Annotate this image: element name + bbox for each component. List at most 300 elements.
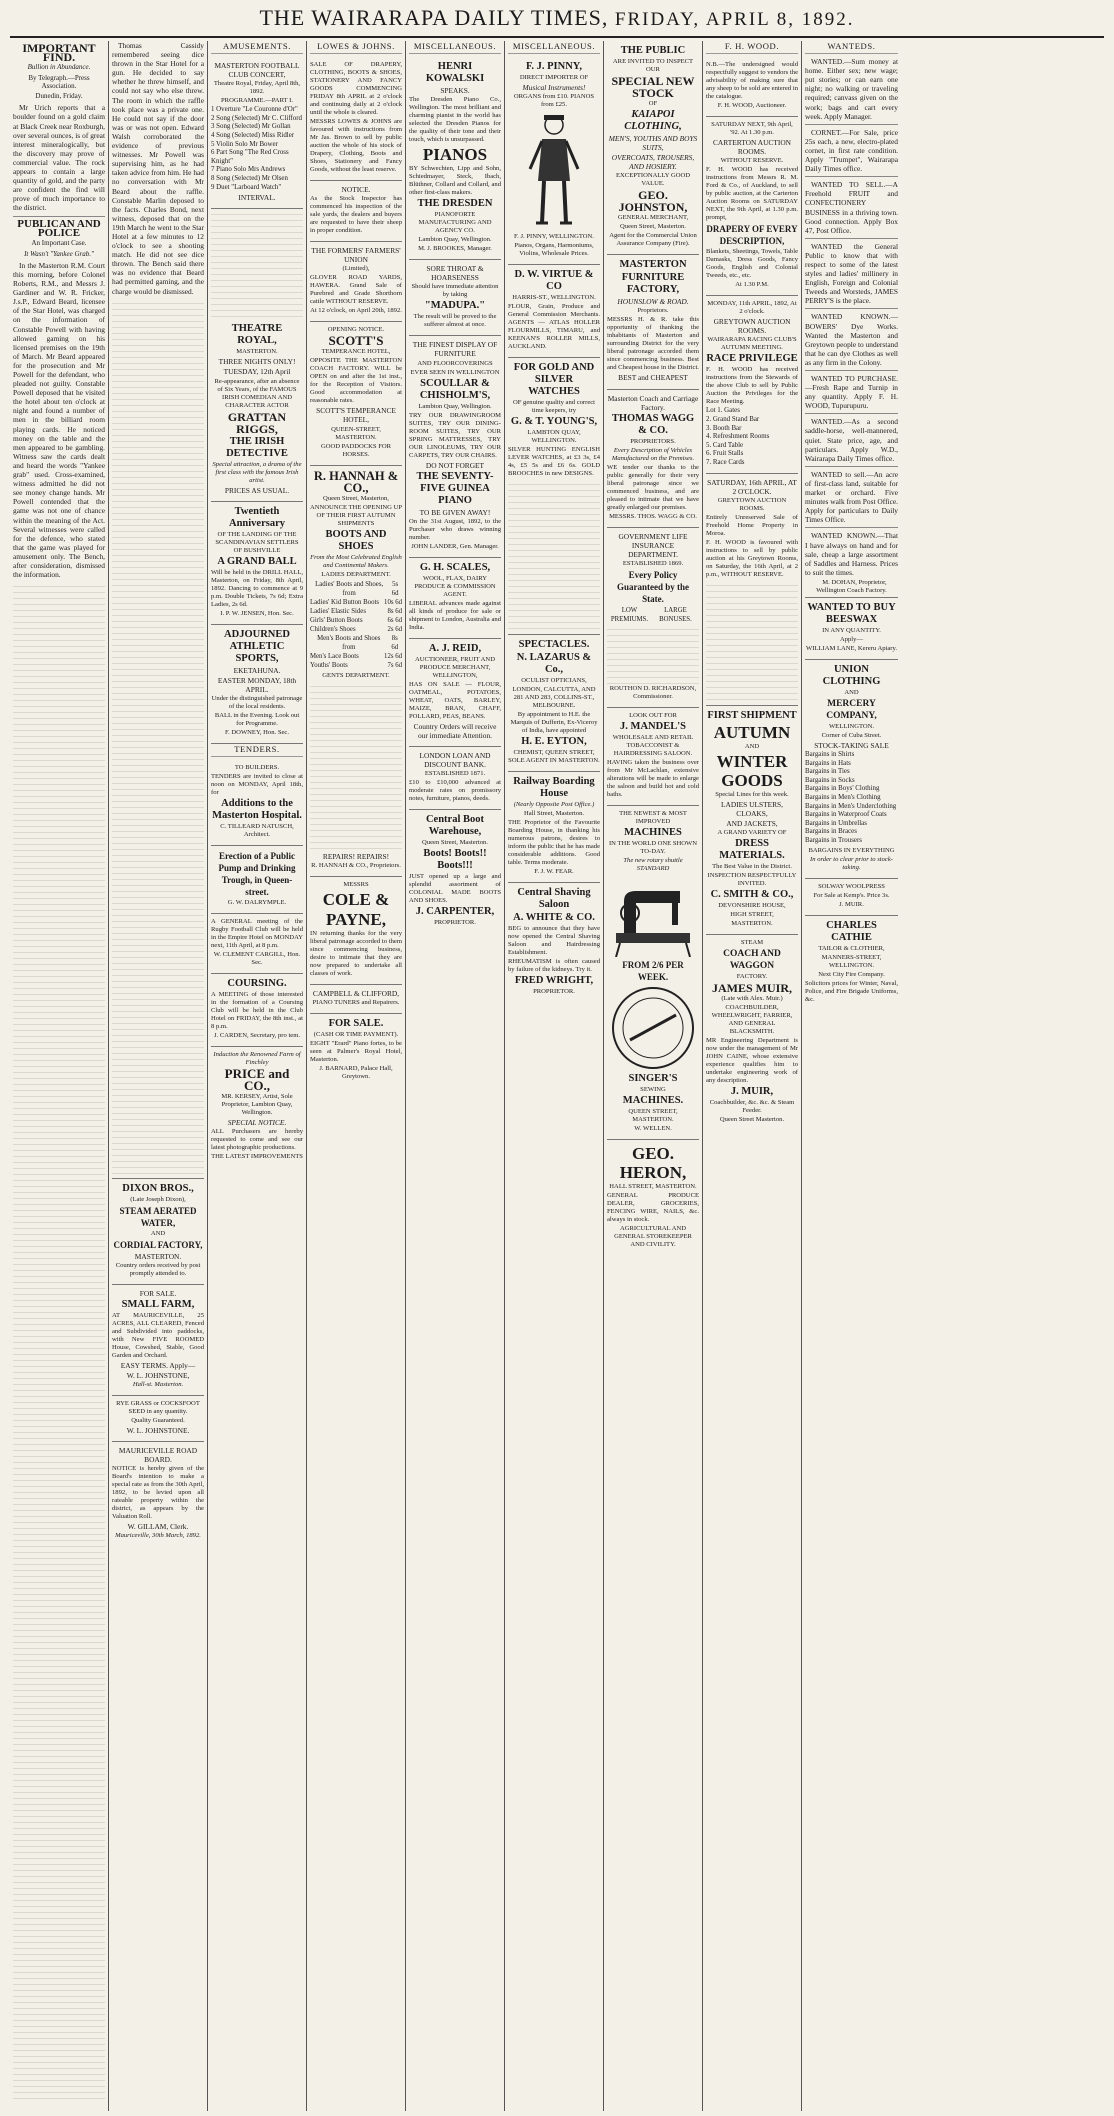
ad-body: ORGANS from £10. PIANOS from £25. bbox=[513, 93, 595, 109]
ad-subtitle: OCULIST OPTICIANS, bbox=[521, 677, 587, 685]
ad-farmers-union bbox=[310, 242, 402, 322]
bargain-item: Bargains in Waterproof Coats bbox=[805, 811, 887, 819]
ad-line: A GRAND VARIETY OF bbox=[717, 829, 787, 837]
ad-line: AND bbox=[744, 742, 760, 750]
ad-railway-boarding bbox=[508, 772, 600, 883]
ad-place: Lambton Quay, Wellington. bbox=[418, 236, 492, 244]
ad-title: MASTERTON bbox=[619, 259, 687, 271]
ad-subtitle: PIANOFORTE MANUFACTURING AND AGENCY CO. bbox=[418, 211, 492, 235]
ad-title: BOOTS AND SHOES bbox=[325, 528, 387, 552]
price-value: 8s 6d bbox=[387, 607, 402, 615]
ad-body: COACHBUILDER, WHEELWRIGHT, FARRIER, AND GENERAL BLACKSMITH. bbox=[711, 1004, 793, 1036]
ad-title: R. HANNAH & CO., bbox=[313, 468, 399, 495]
ad-coach-factory bbox=[607, 390, 699, 528]
ad-place: DEVONSHIRE HOUSE, bbox=[718, 902, 786, 910]
ad-body: FLOUR, Grain, Produce and General Commission Merchants. AGENTS — ATLAS HOLLER FLOURMILLS, TIMARU, and KEENAN'S ROLLER MILLS, AUCKLAND. bbox=[508, 303, 600, 351]
ad-body: IN returning thanks for the very liberal patronage accorded to them since commencing business, desire to intimate that they are now prepared to undertake all classes of work. bbox=[310, 929, 402, 977]
news-place: Dunedin, Friday. bbox=[35, 92, 83, 101]
price-row bbox=[310, 652, 402, 661]
wanted-item: WANTED TO PURCHASE.—Fresh Rape and Turnip in any quantity. Apply F. H. WOOD, Tupurupuru. bbox=[805, 374, 898, 411]
ad-sign: J. CARDEN, Secretary, pro tem. bbox=[213, 1031, 300, 1039]
ad-date: SATURDAY NEXT, 9th April, '92. At 1.30 p.m. bbox=[711, 121, 793, 137]
ad-title: A. WHITE & CO. bbox=[513, 912, 595, 924]
ad-title: Masterton Coach and Carriage Factory. bbox=[607, 393, 699, 412]
wanted-list bbox=[805, 57, 898, 595]
ad-price-co bbox=[211, 1047, 303, 1167]
ad-title: CAMPBELL & CLIFFORD, bbox=[312, 988, 400, 998]
ad-subtitle: PROPRIETORS. bbox=[630, 437, 676, 445]
ad-place: MASTERTON. bbox=[731, 920, 773, 928]
ad-title: FOR GOLD AND SILVER WATCHES bbox=[513, 362, 595, 398]
ad-head: FOR SALE. bbox=[139, 1288, 177, 1298]
ad-line: AND JACKETS, bbox=[726, 819, 778, 828]
ad-line: FROM 2/6 PER WEEK. bbox=[622, 960, 684, 983]
ad-line: LADIES ULSTERS, CLOAKS, bbox=[720, 799, 783, 818]
ad-body: ALL Purchasers are hereby requested to come and see our latest photographic productions. bbox=[211, 1128, 303, 1152]
ad-title: CARTERTON AUCTION ROOMS. bbox=[712, 138, 791, 157]
ad-title: Railway Boarding House bbox=[513, 776, 595, 800]
lot-item: 2. Grand Stand Bar bbox=[706, 416, 760, 424]
ad-piano-sale bbox=[310, 1014, 402, 1087]
bargain-item: Bargains in Ties bbox=[805, 768, 850, 776]
ad-place: Queen Street Masterton. bbox=[719, 1116, 785, 1124]
ad-head: MESSRS bbox=[343, 880, 369, 888]
ad-body: BEG to announce that they have now opened the Central Shaving Saloon and Hairdressing Establishment. bbox=[508, 925, 600, 957]
ad-carterton-sale bbox=[706, 117, 798, 296]
ad-football bbox=[211, 914, 303, 974]
news-body: Mr Urich reports that a boulder found on a gold claim at Black Creek near Roxburgh, over several ounces, is of great interest mineralogically, but the discovery may prove of commercial value. The rock appears to contain a large quantity of gold, and the party are confident the find will prove of much importance to the district. bbox=[13, 103, 105, 213]
programme-list bbox=[211, 106, 303, 192]
ad-line: Country Orders will receive our immediate Attention. bbox=[413, 721, 497, 740]
price-row bbox=[310, 634, 402, 652]
ad-title: THEATRE ROYAL, bbox=[231, 323, 283, 347]
lot-item: 3. Booth Bar bbox=[706, 424, 742, 432]
ad-title: Central Boot Warehouse, bbox=[425, 814, 485, 838]
ad-title: A. J. REID, bbox=[428, 642, 482, 654]
ad-line: BALL in the Evening. Look out for Programme. bbox=[214, 711, 300, 727]
ad-head: NOTICE. bbox=[341, 185, 371, 195]
ad-line: DO NOT FORGET bbox=[425, 460, 485, 470]
ad-note: Next City Fire Company. bbox=[818, 970, 885, 978]
masthead-title: THE WAIRARAPA DAILY TIMES, bbox=[259, 5, 609, 30]
ad-subtitle: WAIRARAPA RACING CLUB'S AUTUMN MEETING. bbox=[707, 336, 797, 352]
ad-place: QUEEN STREET, MASTERTON. bbox=[628, 1108, 678, 1124]
price-value: 5s 6d bbox=[391, 580, 399, 597]
ad-heron bbox=[607, 1140, 699, 1255]
ad-note: The Best Value in the District. bbox=[712, 863, 792, 871]
ad-subtitle: (Late Joseph Dixon), bbox=[130, 1195, 186, 1203]
ad-sign: I. P. W. JENSEN, Hon. Sec. bbox=[220, 609, 294, 617]
ad-subtitle: DIRECT IMPORTER OF bbox=[519, 74, 589, 82]
ad-place: HIGH STREET, bbox=[730, 911, 774, 919]
ad-place: Queen Street, Masterton. bbox=[422, 839, 488, 847]
ad-title: PIANOS bbox=[422, 145, 488, 165]
wanted-sign: M. DOHAN, Proprietor, Wellington Coach Factory. bbox=[816, 578, 887, 594]
ad-furniture-factory bbox=[607, 255, 699, 389]
ad-madupa bbox=[409, 260, 501, 336]
ad-title: COURSING. bbox=[227, 977, 287, 989]
ad-body: Will be held in the DRILL HALL, Masterton, on Friday, 8th April, 1892. Dancing to commence at 9 p.m. Double Tickets, 7s 6d; Extra Ladies, 2s 6d. bbox=[211, 568, 303, 608]
lot-item: Lot 1. Gates bbox=[706, 407, 740, 415]
ad-body: £10 to £10,000 advanced at moderate rates on promissory notes, furniture, pianos, deeds. bbox=[409, 779, 501, 803]
ad-sign: WILLIAM LANE, Kereru Apiary. bbox=[806, 644, 897, 652]
ad-london-bank bbox=[409, 747, 501, 810]
ad-place: Lambton Quay, Wellington. bbox=[418, 402, 492, 410]
ad-mandel bbox=[607, 708, 699, 806]
ad-body: EIGHT "Erard" Piano fortes, to be seen at Palmer's Royal Hotel, Masterton. bbox=[310, 1039, 402, 1063]
ad-hannah bbox=[310, 466, 402, 877]
ad-line: SPECIAL NOTICE. bbox=[227, 1117, 287, 1127]
ad-line: EASY TERMS. Apply— bbox=[120, 1360, 196, 1370]
ad-beeswax bbox=[805, 597, 898, 660]
ad-title: RYE GRASS or COCKSFOOT SEED in any quantity. bbox=[116, 1400, 200, 1415]
price-item: Ladies' Kid Button Boots bbox=[310, 598, 380, 606]
masthead bbox=[10, 4, 1104, 38]
ad-body: Re-appearance, after an absence of Six Years, of the FAMOUS IRISH COMEDIAN AND CHARACTER ACTOR bbox=[214, 377, 300, 409]
ad-sign: R. HANNAH & CO., Proprietors. bbox=[311, 861, 401, 869]
price-row bbox=[310, 616, 402, 625]
wanted-item: WANTED.—Sum money at home. Either sex; new wage; put stories; or can earn one night; no walking or traveling required; canvass given on the work; bags and cart every week. Apply Manager. bbox=[805, 57, 898, 121]
ad-place: LAMBTON QUAY, WELLINGTON. bbox=[527, 429, 581, 445]
ad-subtitle: PIANO TUNERS and Repairers. bbox=[312, 998, 400, 1006]
ad-body: HAS ON SALE — FLOUR, OATMEAL, POTATOES, WHEAT, OATS, BARLEY, MAIZE, BRAN, CHAFF, POLLARD, PEAS, BEANS. bbox=[409, 680, 501, 720]
ad-place: Coachbuilder, &c. &c. & Steam Feeder. bbox=[709, 1099, 795, 1115]
ad-body: GLOVER ROAD YARDS, HAWERA. Grand Sale of Purebred and Grade Shorthorn cattle WITHOUT RESERVE. bbox=[310, 274, 402, 306]
price-item: Ladies' Boots and Shoes, from bbox=[315, 580, 384, 597]
ad-government-insurance bbox=[607, 528, 699, 708]
ad-note: Agent for the Commercial Union Assurance Company (Fire). bbox=[609, 232, 697, 248]
column-8 bbox=[703, 41, 802, 2111]
price-value: 7s 6d bbox=[387, 662, 402, 670]
ad-title: FIRST SHIPMENT bbox=[707, 709, 797, 721]
ad-title: H. E. EYTON, bbox=[521, 736, 587, 748]
ad-subtitle: MR. KERSEY, Artist, Sole Proprietor, Lambton Quay, Wellington. bbox=[221, 1092, 293, 1116]
ad-line: THE LATEST IMPROVEMENTS bbox=[211, 1153, 303, 1161]
bargain-item: Bargains in Shirts bbox=[805, 750, 855, 758]
price-row bbox=[310, 607, 402, 616]
ad-body: Pianos, Organs, Harmoniums, Violins, Wholesale Prices. bbox=[514, 242, 594, 258]
ad-pump bbox=[211, 846, 303, 914]
wanted-item: WANTED.—As a second saddle-horse, well-mannered, quiet. State price, age, and particulars. Apply W.D., Wairarapa Daily Times office. bbox=[805, 417, 898, 463]
section-header: LOWES & JOHNS. bbox=[310, 42, 402, 54]
section-header: MISCELLANEOUS. bbox=[409, 42, 501, 54]
ad-body: AT MAURICEVILLE, 25 ACRES, ALL CLEARED, Fenced and Subdivided into paddocks, with New FIVE ROOMED House, Cowshed, Stable, Good Garden and Orchard. bbox=[112, 1311, 204, 1359]
price-item: Ladies' Elastic Sides bbox=[310, 607, 366, 615]
ad-line: LARGE BONUSES. bbox=[659, 607, 692, 624]
programme-item: 8 Song (Selected) Mr Olsen bbox=[211, 175, 288, 183]
ad-line: Apply— bbox=[839, 635, 864, 643]
price-item: Children's Shoes bbox=[310, 626, 356, 634]
ad-line: PRICES AS USUAL. bbox=[224, 485, 290, 495]
ad-subtitle: AND FLOORCOVERINGS bbox=[417, 359, 493, 367]
ad-sign: W. GILLAM, Clerk. bbox=[127, 1522, 189, 1532]
column-2 bbox=[109, 41, 208, 2111]
column-6 bbox=[505, 41, 604, 2111]
price-value: 10s 6d bbox=[384, 598, 402, 606]
ad-place: LONDON, CALCUTTA, AND 281 AND 283, COLLINS-ST., MELBOURNE. bbox=[512, 686, 596, 710]
ad-title: JAMES MUIR, bbox=[712, 981, 792, 996]
ad-subtitle: WITHOUT RESERVE. bbox=[720, 157, 784, 165]
ad-title: SPECTACLES. bbox=[518, 639, 590, 651]
ad-sign: MESSRS. THOS. WAGG & CO. bbox=[609, 512, 697, 520]
ad-title: GOVERNMENT LIFE INSURANCE DEPARTMENT. bbox=[618, 531, 688, 559]
ad-subtitle: For Sale at Kemp's. Price 3s. bbox=[813, 891, 890, 899]
price-value: 2s 6d bbox=[387, 626, 402, 634]
ad-line: AND bbox=[150, 1229, 166, 1237]
ad-title: RACE PRIVILEGE bbox=[706, 353, 798, 365]
ad-sign: M. J. BROOKES, Manager. bbox=[418, 245, 492, 253]
ad-title: GEO. JOHNSTON, bbox=[618, 188, 688, 215]
ad-sign: C. TILLEARD NATUSCH, Architect. bbox=[220, 822, 294, 838]
news-byline: By Telegraph.—Press Association. bbox=[28, 74, 90, 91]
price-value: 8s 6d bbox=[391, 635, 399, 652]
ad-head: OPENING NOTICE. bbox=[327, 326, 385, 334]
ad-public-invite bbox=[607, 41, 699, 255]
ad-title: Central Shaving Saloon bbox=[517, 887, 591, 911]
bargain-item: Bargains in Men's Clothing bbox=[805, 793, 881, 801]
ad-title: Erection of a Public Pump and Drinking Trough, in Queen-street. bbox=[218, 850, 296, 897]
ad-autumn-winter bbox=[706, 706, 798, 935]
programme-item: 1 Overture "Le Couronne d'Or" bbox=[211, 106, 298, 114]
ad-title: GREYTOWN AUCTION ROOMS. bbox=[713, 317, 791, 336]
ad-subtitle: (Limited), bbox=[342, 265, 370, 273]
wanted-item: CORNET.—For Sale, price 25s each, a new, electro-plated cornet, in first rate condition. Apply "Trumpet", Wairarapa Daily Times office. bbox=[805, 127, 898, 174]
ad-subtitle: TO BE GIVEN AWAY! bbox=[419, 507, 491, 517]
ad-date: TUESDAY, 12th April bbox=[223, 367, 291, 377]
ad-virtue bbox=[508, 265, 600, 358]
news-subtitle: Bullion in Abundance. bbox=[27, 63, 91, 72]
ad-place: EKETAHUNA. bbox=[233, 665, 281, 675]
ad-sign: W. L. JOHNSTONE. bbox=[126, 1426, 190, 1435]
ad-sign: J. MUIR. bbox=[839, 900, 864, 908]
ad-subtitle: TO BUILDERS. bbox=[234, 763, 280, 771]
ad-subtitle: (Nearly Opposite Post Office.) bbox=[513, 801, 595, 809]
news-body: In the Masterton R.M. Court this morning, before Colonel Roberts, R.M., and Messrs J. Gardiner and W. R. Fricker, J.s.P., Edward Beard, licensee of the Star Hotel, was charged on the information of Constable Powell with having allowed gaming on his licensed premises on the 19th of March. Mr Beard appeared for the prosecution and Mr Powell for the defendant, who pleaded not guilty. Constable Powell deposed that he visited the hotel about ten o'clock at night and found a number of men in the billiard room playing cards. He noticed money on the table and the men appeared to be gambling. Witness saw the cards dealt and heard the words "Yankee grab" used. Cross-examined, witness admitted he did not see money change hands. Mr Powell contended that the game was not one of chance within the meaning of the Act. Several witnesses were called for the defence, who stated that the game was played for amusement only. The Bench, after consideration, dismissed the information. bbox=[13, 260, 105, 580]
column-3 bbox=[208, 41, 307, 2111]
lot-item: 6. Fruit Stalls bbox=[706, 450, 744, 458]
ad-body: N.B.—The undersigned would respectfully suggest to vendors the advisability of making sure that any sheep to be sold are entered in the catalogue. bbox=[706, 61, 798, 101]
singer-logo bbox=[610, 985, 696, 1071]
ad-title: PAYNE, bbox=[326, 909, 386, 929]
lot-item: 5. Card Table bbox=[706, 441, 744, 449]
ad-note: Country orders received by post promptly attended to. bbox=[115, 1261, 201, 1277]
ad-title: MACHINES bbox=[624, 827, 682, 839]
price-row bbox=[310, 625, 402, 634]
wanted-item: WANTED to sell.—An acre of first-class land, suitable for market or orchard. Five minutes walk from Post Office. Apply for particulars to Daily Times Office. bbox=[805, 469, 898, 525]
ad-subtitle: ESTABLISHED 1871. bbox=[424, 770, 486, 778]
ad-body: A GENERAL meeting of the Rugby Football Club will be held in the Empire Hotel on MONDAY next, 11th April, at 8 p.m. bbox=[211, 917, 303, 949]
ad-title: GREYTOWN AUCTION ROOMS. bbox=[717, 496, 787, 512]
ad-title: SINGER'S bbox=[628, 1073, 678, 1085]
ad-line: INTERVAL. bbox=[238, 193, 276, 203]
ad-line: GOOD PADDOCKS FOR HORSES. bbox=[320, 442, 392, 458]
ad-place: Hall-st. Masterton. bbox=[132, 1381, 184, 1388]
bargain-item: Bargains in Hats bbox=[805, 759, 851, 767]
ad-subtitle: FACTORY. bbox=[736, 973, 768, 981]
ad-subtitle: (Late with Alex. Muir.) bbox=[721, 995, 783, 1003]
column-9 bbox=[802, 41, 901, 2111]
ad-road-board bbox=[112, 1442, 204, 1546]
ad-scoullar bbox=[409, 336, 501, 557]
ad-body: Blankets, Sheetings, Towels, Table Damasks, Dress Goods, Fancy Goods, English and Colonial Tweeds, etc., etc. bbox=[706, 248, 798, 280]
column-7 bbox=[604, 41, 703, 2111]
ad-note: Special attraction, a drama of the first class with the famous Irish artist. bbox=[212, 460, 302, 484]
ad-note: At 1.30 P.M. bbox=[735, 281, 769, 289]
ad-central-boot bbox=[409, 810, 501, 933]
ad-note: Quality Guaranteed. bbox=[131, 1417, 185, 1424]
ad-dixon bbox=[112, 1178, 204, 1285]
dense-text-block bbox=[211, 209, 303, 319]
ad-scotts bbox=[310, 322, 402, 465]
ad-race-privilege bbox=[706, 296, 798, 473]
ad-sign: G. W. DALRYMPLE. bbox=[227, 898, 287, 906]
bargain-item: Bargains in Trousers bbox=[805, 836, 862, 844]
programme-item: 4 Song (Selected) Miss Ridler bbox=[211, 132, 295, 140]
ad-date: At 12 o'clock, on April 20th, 1892. bbox=[310, 307, 402, 315]
ad-body: JUST opened up a large and splendid assortment of COLONIAL MADE BOOTS AND SHOES. bbox=[409, 873, 501, 905]
ad-body: MESSRS H. & R. take this opportunity of thanking the inhabitants of Masterton and surrounding District for the very liberal patronage accorded them since commencing business. Best and Cheapest house in the District. bbox=[607, 316, 699, 372]
ad-head: PROGRAMME.—PART I. bbox=[221, 97, 293, 105]
ad-line: MEN'S, YOUTHS AND BOYS SUITS, bbox=[608, 134, 698, 153]
ad-title: J. CARPENTER, bbox=[415, 906, 495, 918]
ad-subtitle: ESTABLISHED 1869. bbox=[622, 560, 684, 568]
ad-title: A GRAND BALL bbox=[217, 555, 297, 567]
ad-body: NOTICE is hereby given of the Board's intention to make a special rate as from the 30th April, 1892, to be levied upon all rateable property within the district, as appears by the Valuation Roll. bbox=[112, 1465, 204, 1521]
ad-line: BARGAINS IN EVERYTHING bbox=[808, 846, 895, 854]
ad-title: ADJOURNED ATHLETIC SPORTS, bbox=[224, 628, 290, 664]
ad-sign: ROUTHON D. RICHARDSON, Commissioner. bbox=[609, 685, 697, 701]
ad-title: FOR SALE. bbox=[328, 1017, 384, 1029]
ad-title: F. J. PINNY, bbox=[525, 61, 583, 73]
ad-sign: W. L. JOHNSTONE, bbox=[126, 1370, 190, 1380]
ad-freehold-sale bbox=[706, 474, 798, 706]
ad-subtitle: GENERAL MERCHANT, bbox=[617, 214, 689, 222]
ad-subtitle: Entirely Unreserved Sale of Freehold Home Property in Moroa. bbox=[706, 513, 798, 537]
ad-title: AUTUMN bbox=[713, 722, 791, 742]
ad-body: LIBERAL advances made against all kinds of produce for sale or shipment to London, Australia and India. bbox=[409, 599, 501, 631]
ad-subtitle: ARE INVITED TO INSPECT OUR bbox=[612, 58, 694, 73]
price-row bbox=[310, 598, 402, 607]
ad-theatre bbox=[211, 319, 303, 501]
ad-title: D. W. VIRTUE & CO bbox=[514, 269, 594, 293]
ad-body: TENDERS are invited to close at noon on MONDAY, April 18th, for bbox=[211, 772, 303, 796]
ad-body: MR Engineering Department is now under the management of Mr JOHN CAINE, whose extensive experience qualifies him to undertake engineering work of any description. bbox=[706, 1037, 798, 1085]
section-header: WANTEDS. bbox=[805, 42, 898, 54]
column-5 bbox=[406, 41, 505, 2111]
ad-title: STOCK-TAKING SALE bbox=[814, 740, 889, 750]
bargain-item: Bargains in Umbrellas bbox=[805, 819, 867, 827]
ad-body: BY Schwechten, Lipp and Sohn, Schiedmayer, Steck, Ibach, Blüthner, Collard and Collard, and other first-class makers. bbox=[409, 165, 501, 197]
ad-title: WANTED TO BUY BEESWAX bbox=[807, 601, 896, 625]
ad-muir bbox=[706, 935, 798, 1130]
programme-item: 6 Part Song "The Red Cross Knight" bbox=[211, 149, 289, 165]
ad-pinny bbox=[508, 57, 600, 265]
ad-title: THE FORMERS' FARMERS' UNION bbox=[311, 246, 401, 265]
ad-note: Special Lines for this week. bbox=[715, 790, 789, 798]
ad-line: OVERCOATS, TROUSERS, AND HOSIERY. bbox=[611, 153, 695, 172]
ad-title: SOLWAY WOOLPRESS bbox=[818, 882, 885, 890]
section-header: F. H. WOOD. bbox=[706, 42, 798, 54]
price-value: 12s 6d bbox=[384, 653, 402, 661]
ad-head: GENTS DEPARTMENT. bbox=[322, 671, 390, 679]
ad-body: F. H. WOOD has received instructions from Messrs R. M. Ford & Co., of Auckland, to sell by public auction, at the Carterton Auction Rooms on SATURDAY NEXT, the 9th April, at 1.30 p.m. prompt, bbox=[706, 166, 798, 222]
column-1 bbox=[10, 41, 109, 2111]
ad-line: LOW PREMIUMS. bbox=[610, 607, 649, 624]
dense-text-block bbox=[13, 581, 105, 2101]
ad-head: LADIES DEPARTMENT. bbox=[321, 570, 391, 578]
ad-body: OPPOSITE THE MASTERTON COACH FACTORY. WILL be OPEN on and after the 1st inst., for the Reception of Visitors. Good accommodation at reasonable rates. bbox=[310, 357, 402, 405]
ad-title: THE SEVENTY-FIVE GUINEA PIANO bbox=[416, 470, 494, 506]
price-list bbox=[310, 580, 402, 671]
ad-body: On the 31st August, 1892, to the Purchaser who draws winning number. bbox=[409, 517, 501, 541]
bargains-list bbox=[805, 751, 898, 846]
ad-title: Boots! Boots!! Boots!!! bbox=[423, 848, 487, 872]
ad-subtitle: AUCTIONEER, FRUIT AND PRODUCE MERCHANT, WELLINGTON, bbox=[415, 655, 495, 679]
dense-text-block bbox=[607, 624, 699, 684]
sewing-machine-illustration bbox=[610, 875, 696, 957]
ad-kowalski bbox=[409, 57, 501, 260]
price-row bbox=[310, 661, 402, 670]
lots-list bbox=[706, 407, 798, 467]
ad-head: THE NEWEST & MOST IMPROVED bbox=[619, 810, 687, 826]
ad-note: IN THE WORLD ONE SHOWN TO-DAY. bbox=[608, 840, 698, 856]
ad-title: MASTERTON FOOTBALL CLUB CONCERT, bbox=[214, 61, 300, 80]
ad-title: DRAPERY OF EVERY DESCRIPTION, bbox=[706, 224, 798, 247]
ad-title: DRESS MATERIALS. bbox=[719, 838, 785, 862]
bargain-item: Bargains in Braces bbox=[805, 828, 857, 836]
ad-body: GENERAL PRODUCE DEALER, GROCERIES, FENCING WIRE, NAILS, &c. always in stock. bbox=[607, 1192, 699, 1224]
ad-body: F. H. WOOD has received instructions from the Stewards of the above Club to sell by Public Auction the Privileges for the Race Meeting. bbox=[706, 366, 798, 406]
lot-item: 4. Refreshment Rooms bbox=[706, 433, 770, 441]
ad-line: THE IRISH DETECTIVE bbox=[226, 435, 288, 459]
ad-note: In order to clear prior to stock-taking. bbox=[810, 855, 893, 871]
ad-reid bbox=[409, 639, 501, 747]
ad-title: THE DRESDEN bbox=[417, 198, 493, 210]
ad-title: FRED WRIGHT, bbox=[514, 975, 594, 987]
ad-wood-notice bbox=[706, 57, 798, 117]
ad-subtitle: HALL STREET, MASTERTON. bbox=[609, 1183, 697, 1191]
ad-line: HOUNSLOW & ROAD. bbox=[617, 297, 689, 307]
dense-text-block bbox=[508, 479, 600, 629]
price-value: 6s 6d bbox=[387, 616, 402, 624]
ad-small-farm bbox=[112, 1285, 204, 1396]
ad-scales bbox=[409, 558, 501, 639]
ad-title: CHARLES CATHIE bbox=[826, 919, 877, 943]
ad-body: THE Proprietor of the Favourite Boarding House, in thanking his numerous patrons, desires to inform the public that he has made considerable additions. Good table. Terms moderate. bbox=[508, 819, 600, 867]
ad-subtitle: TAILOR & CLOTHIER, bbox=[818, 944, 885, 952]
ad-place: Hall Street, Masterton. bbox=[523, 810, 585, 818]
ad-coursing bbox=[211, 974, 303, 1047]
ad-place: Queen Street, Masterton. bbox=[620, 223, 686, 231]
ad-note: Every Description of Vehicles Manufactured on the Premises. bbox=[611, 446, 695, 462]
ad-body: RHEUMATISM is often caused by failure of the kidneys. Try it. bbox=[508, 958, 600, 974]
ad-place: MASTERTON. bbox=[134, 1251, 182, 1261]
ad-title: C. SMITH & CO., bbox=[710, 889, 794, 901]
ad-tenders bbox=[211, 760, 303, 846]
wanted-item: WANTED KNOWN.—BOWERS' Dye Works. Wanted the Masterton and Greytown people to understand that he can dye Clothes as well as any firm in the Colony. bbox=[805, 312, 898, 367]
ad-body: Solicitors prices for Winter, Naval, Police, and Fire Brigade Uniforms, &c. bbox=[805, 979, 898, 1003]
ad-title: Twentieth Anniversary bbox=[229, 505, 285, 529]
ad-place: MANNERS-STREET, WELLINGTON. bbox=[821, 953, 882, 969]
news-title: PUBLICAN AND POLICE bbox=[17, 217, 101, 239]
ad-union-clothing bbox=[805, 660, 898, 879]
ad-line: SCOTT'S TEMPERANCE HOTEL, bbox=[316, 406, 396, 425]
ad-place: MASTERTON. bbox=[236, 348, 278, 356]
dense-text-block bbox=[112, 298, 204, 1178]
section-header: TENDERS. bbox=[211, 745, 303, 757]
ad-title: SCOTT'S bbox=[328, 333, 384, 349]
ad-title: GRATTAN RIGGS, bbox=[227, 409, 287, 436]
